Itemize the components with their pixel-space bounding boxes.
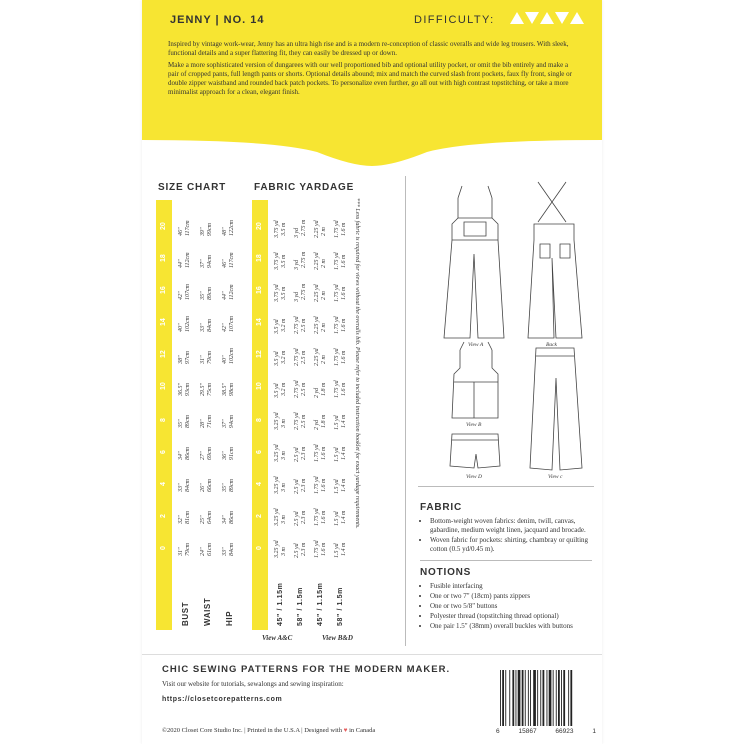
- yardage-note: [350, 198, 364, 558]
- size-cell: 46": [178, 227, 184, 236]
- size-label: 20: [256, 222, 263, 230]
- yardage-cell: 3.5 yd: [274, 319, 280, 334]
- yardage-cell: 1.6 m: [341, 222, 347, 236]
- size-cell: 102cm: [185, 316, 191, 332]
- yardage-cell: 3 m: [281, 483, 287, 492]
- barcode-bar: [505, 670, 506, 726]
- size-cell: 89cm: [207, 287, 213, 300]
- yardage-cell: 3.5 yd: [274, 383, 280, 398]
- size-cell: 26": [200, 483, 206, 492]
- size-cell: 44": [222, 291, 228, 300]
- size-header-band: [156, 200, 172, 630]
- barcode-bar: [540, 670, 541, 726]
- size-cell: 25": [200, 515, 206, 524]
- size-cell: 66cm: [207, 479, 213, 492]
- size-cell: 99cm: [207, 223, 213, 236]
- size-cell: 86cm: [229, 511, 235, 524]
- size-cell: 94cm: [207, 255, 213, 268]
- yardage-cell: 3.25 yd: [274, 508, 280, 526]
- yardage-cell: 2.3 m: [301, 510, 307, 524]
- yardage-cell: 2.25 yd: [314, 284, 320, 302]
- yardage-cell: 1.5 yd: [334, 543, 340, 558]
- size-label: 16: [160, 286, 167, 294]
- view-d-drawing: [450, 434, 500, 468]
- size-cell: 98cm: [229, 383, 235, 396]
- yardage-cell: 2.3 m: [301, 478, 307, 492]
- size-cell: 112cm: [229, 284, 235, 300]
- size-label: 18: [160, 254, 167, 262]
- yardage-cell: 3.5 yd: [274, 351, 280, 366]
- size-cell: 107cm: [185, 284, 191, 300]
- yardage-cell: 1.75 yd: [314, 444, 320, 462]
- size-label: 14: [256, 318, 263, 326]
- yardage-cell: 3.75 yd: [274, 220, 280, 238]
- yardage-cell: 1.6 m: [341, 286, 347, 300]
- barcode-bar: [502, 670, 504, 726]
- barcode-digit-group: 15867: [518, 728, 537, 735]
- yardage-cell: 3 yd: [294, 227, 300, 238]
- size-label: 10: [256, 382, 263, 390]
- barcode-digit-group: 66923: [555, 728, 574, 735]
- size-cell: 84cm: [229, 543, 235, 556]
- size-header-band: [252, 200, 268, 630]
- fabric-item: • Woven fabric for pockets: shirting, chambray or quilting cotton (0.5 yd/0.45 m).: [430, 536, 590, 554]
- size-cell: 35": [200, 291, 206, 300]
- yardage-cell: 2.25 yd: [314, 348, 320, 366]
- heart-icon: ♥: [343, 727, 348, 734]
- view-c-label: View c: [548, 474, 563, 480]
- column-divider: [405, 176, 406, 646]
- yardage-cell: 3.2 m: [281, 382, 287, 396]
- notions-title: NOTIONS: [420, 567, 472, 578]
- size-cell: 91cm: [229, 447, 235, 460]
- size-cell: 36.5": [178, 382, 184, 396]
- size-cell: 117cm: [229, 252, 235, 268]
- yardage-cell: 1.75 yd: [314, 508, 320, 526]
- yardage-cell: 1.6 m: [321, 446, 327, 460]
- website-link[interactable]: https://closetcorepatterns.com: [162, 696, 283, 703]
- yardage-cell: 1.5 yd: [334, 415, 340, 430]
- barcode-bar: [516, 670, 517, 726]
- yardage-cell: 1.75 yd: [314, 476, 320, 494]
- yardage-row-label: 45" / 1.15m: [317, 582, 324, 626]
- difficulty-triangle-icon: [540, 12, 554, 24]
- size-and-yardage-table: [156, 200, 356, 640]
- view-a-label: View A: [468, 342, 484, 348]
- size-cell: 40": [222, 355, 228, 364]
- yardage-cell: 2.5 yd: [294, 479, 300, 494]
- yardage-cell: 2.3 m: [301, 446, 307, 460]
- size-cell: 27": [200, 451, 206, 460]
- yardage-cell: 1.4 m: [341, 446, 347, 460]
- size-label: 2: [256, 514, 263, 518]
- barcode-bar: [543, 670, 545, 726]
- size-row-label: HIP: [225, 610, 234, 626]
- yardage-cell: 1.75 yd: [334, 348, 340, 366]
- size-cell: 86cm: [185, 447, 191, 460]
- size-label: 12: [256, 350, 263, 358]
- pattern-description: [168, 40, 576, 100]
- yardage-cell: 1.4 m: [341, 510, 347, 524]
- yardage-cell: 1.6 m: [321, 510, 327, 524]
- yardage-cell: 2 m: [321, 291, 327, 300]
- view-b-drawing: [452, 342, 498, 418]
- size-cell: 29.5": [200, 382, 206, 396]
- yardage-cell: 3.25 yd: [274, 540, 280, 558]
- yardage-cell: 1.75 yd: [334, 380, 340, 398]
- size-cell: 64cm: [207, 511, 213, 524]
- size-cell: 33": [200, 323, 206, 332]
- size-row-label: WAIST: [203, 597, 212, 626]
- barcode: [498, 670, 592, 730]
- notions-item: • One or two 5/8" buttons: [430, 602, 590, 611]
- size-cell: 69cm: [207, 447, 213, 460]
- size-cell: 33": [178, 483, 184, 492]
- yardage-cell: 2 m: [321, 227, 327, 236]
- footer-tagline: CHIC SEWING PATTERNS FOR THE MODERN MAKER.: [162, 664, 451, 675]
- notions-list: [420, 582, 590, 631]
- yardage-cell: 2.5 yd: [294, 511, 300, 526]
- yardage-cell: 2.75 yd: [294, 412, 300, 430]
- yardage-cell: 2.3 m: [301, 542, 307, 556]
- size-cell: 79cm: [185, 543, 191, 556]
- fabric-list: [420, 517, 590, 554]
- size-cell: 35": [178, 419, 184, 428]
- barcode-digit-group: 6: [496, 728, 500, 735]
- size-label: 12: [160, 350, 167, 358]
- yardage-cell: 1.6 m: [341, 382, 347, 396]
- yardage-cell: 3.2 m: [281, 318, 287, 332]
- size-cell: 42": [222, 323, 228, 332]
- view-a-drawing: [444, 186, 504, 338]
- yardage-cell: 2.5 yd: [294, 543, 300, 558]
- size-cell: 42": [178, 291, 184, 300]
- copyright-line: [162, 727, 375, 734]
- size-cell: 117cm: [185, 220, 191, 236]
- barcode-bar: [553, 670, 554, 726]
- yardage-cell: 2 yd: [314, 387, 320, 398]
- yardage-cell: 1.4 m: [341, 478, 347, 492]
- size-label: 4: [160, 482, 167, 486]
- size-label: 10: [160, 382, 167, 390]
- yardage-cell: 1.8 m: [321, 382, 327, 396]
- yardage-cell: 3 yd: [294, 259, 300, 270]
- yardage-cell: 3 yd: [294, 291, 300, 302]
- size-label: 6: [256, 450, 263, 454]
- description-paragraph: Make a more sophisticated version of dungarees with our well proportioned bib and optional utility pocket, or omit the bib entirely and make a pair of cropped pants, full length pants or shorts. Optional details abound; mix and match the curved slash front pockets, faux fly front, single or double zipper waistband and rounded back patch pockets. To personalize even further, go all out with high contrast topstitching, or take a more minimalist approach for a clean, elegant finish.: [168, 60, 572, 97]
- yardage-row-label: 58" / 1.5m: [297, 587, 304, 626]
- size-cell: 31": [178, 547, 184, 556]
- yardage-cell: 1.5 yd: [334, 479, 340, 494]
- yardage-cell: 1.6 m: [341, 318, 347, 332]
- size-cell: 31": [200, 355, 206, 364]
- yardage-cell: 3.5 m: [281, 222, 287, 236]
- yardage-cell: 2.25 yd: [314, 252, 320, 270]
- yardage-cell: 2 yd: [314, 419, 320, 430]
- size-cell: 75cm: [207, 383, 213, 396]
- yardage-cell: 1.75 yd: [334, 284, 340, 302]
- yardage-cell: 1.75 yd: [334, 220, 340, 238]
- size-cell: 35": [222, 483, 228, 492]
- view-d-label: View D: [466, 474, 482, 480]
- barcode-bar: [522, 670, 524, 726]
- difficulty-triangle-icon: [525, 12, 539, 24]
- yardage-cell: 1.5 yd: [334, 511, 340, 526]
- yardage-cell: 2 m: [321, 259, 327, 268]
- yardage-cell: 1.4 m: [341, 542, 347, 556]
- notions-item: • Fusible interfacing: [430, 582, 590, 591]
- size-cell: 44": [178, 259, 184, 268]
- size-cell: 48": [222, 227, 228, 236]
- barcode-bar: [528, 670, 529, 726]
- size-cell: 38.5": [222, 382, 228, 396]
- size-cell: 102cm: [229, 348, 235, 364]
- yardage-cell: 3 m: [281, 515, 287, 524]
- yardage-cell: 1.6 m: [341, 350, 347, 364]
- view-b-label: View B: [466, 422, 482, 428]
- technical-drawings: [418, 178, 593, 480]
- view-ac-label: View A&C: [262, 634, 293, 642]
- barcode-bar: [512, 670, 514, 726]
- fabric-section: [420, 502, 590, 632]
- yardage-cell: 3.25 yd: [274, 476, 280, 494]
- size-row-label: BUST: [181, 601, 190, 626]
- size-label: 6: [160, 450, 167, 454]
- size-cell: 39": [200, 227, 206, 236]
- yardage-cell: 2.5 m: [301, 318, 307, 332]
- yardage-row-label: 45" / 1.15m: [277, 582, 284, 626]
- size-cell: 122cm: [229, 220, 235, 236]
- size-cell: 46": [222, 259, 228, 268]
- size-cell: 97cm: [185, 351, 191, 364]
- size-cell: 40": [178, 323, 184, 332]
- view-c-drawing: [530, 348, 582, 470]
- yardage-cell: 3.25 yd: [274, 444, 280, 462]
- size-label: 18: [256, 254, 263, 262]
- yardage-cell: 1.6 m: [321, 542, 327, 556]
- yardage-cell: 3 m: [281, 451, 287, 460]
- fabric-title: FABRIC: [420, 502, 463, 513]
- yardage-row-label: 58" / 1.5m: [337, 587, 344, 626]
- difficulty-rating: [510, 12, 584, 24]
- barcode-digits: [496, 728, 596, 735]
- barcode-bar: [561, 670, 562, 726]
- barcode-bar: [509, 670, 510, 726]
- size-cell: 84cm: [207, 319, 213, 332]
- notions-item: • One or two 7" (18cm) pants zippers: [430, 592, 590, 601]
- size-cell: 38": [178, 355, 184, 364]
- yardage-cell: 2.75 m: [301, 283, 307, 300]
- size-cell: 32": [178, 515, 184, 524]
- size-cell: 61cm: [207, 543, 213, 556]
- yardage-cell: 3 m: [281, 419, 287, 428]
- barcode-bar: [525, 670, 526, 726]
- yardage-cell: 1.5 yd: [334, 447, 340, 462]
- size-label: 4: [256, 482, 263, 486]
- barcode-bar: [537, 670, 538, 726]
- yardage-cell: 1.6 m: [341, 254, 347, 268]
- size-cell: 112cm: [185, 252, 191, 268]
- size-label: 14: [160, 318, 167, 326]
- pattern-envelope-back: [142, 0, 602, 744]
- size-label: 20: [160, 222, 167, 230]
- yardage-cell: 2.5 m: [301, 382, 307, 396]
- size-cell: 84cm: [185, 479, 191, 492]
- yardage-cell: 2.75 m: [301, 251, 307, 268]
- yardage-cell: 1.75 yd: [314, 540, 320, 558]
- yardage-cell: 2.25 yd: [314, 220, 320, 238]
- yardage-cell: 3 m: [281, 547, 287, 556]
- size-label: 8: [160, 418, 167, 422]
- size-label: 16: [256, 286, 263, 294]
- size-cell: 34": [178, 451, 184, 460]
- size-cell: 28": [200, 419, 206, 428]
- yardage-cell: 2.75 yd: [294, 380, 300, 398]
- yardage-cell: 2.75 m: [301, 219, 307, 236]
- footer-visit-text: Visit our website for tutorials, sewalongs and sewing inspiration:: [162, 680, 344, 688]
- size-cell: 81cm: [185, 511, 191, 524]
- size-chart-title: SIZE CHART: [158, 182, 226, 193]
- description-paragraph: Inspired by vintage work-wear, Jenny has an ultra high rise and is a modern re-conception of classic overalls and wide leg trousers. With sleek, functional details and a super flattering fit, they can easily be dressed up or down.: [168, 40, 569, 58]
- barcode-digit-group: 1: [592, 728, 596, 735]
- header-wave-mask: [142, 140, 602, 170]
- size-cell: 34": [222, 515, 228, 524]
- size-cell: 89cm: [185, 415, 191, 428]
- size-cell: 71cm: [207, 415, 213, 428]
- barcode-bar: [533, 670, 536, 726]
- yardage-cell: 3.5 m: [281, 286, 287, 300]
- size-label: 8: [256, 418, 263, 422]
- size-cell: 94cm: [229, 415, 235, 428]
- back-drawing: [528, 182, 582, 338]
- yardage-cell: 1.6 m: [321, 478, 327, 492]
- yardage-cell: 2.5 m: [301, 350, 307, 364]
- barcode-bar: [530, 670, 531, 726]
- notions-item: • Polyester thread (topstitching thread optional): [430, 612, 590, 621]
- yardage-cell: 2.5 yd: [294, 447, 300, 462]
- size-cell: 79cm: [207, 351, 213, 364]
- yardage-cell: 2.25 yd: [314, 316, 320, 334]
- rotated-table: [156, 200, 356, 630]
- yardage-cell: 1.75 yd: [334, 316, 340, 334]
- barcode-bar: [556, 670, 557, 726]
- yardage-cell: 3.75 yd: [274, 284, 280, 302]
- barcode-bar: [563, 670, 565, 726]
- yardage-cell: 3.2 m: [281, 350, 287, 364]
- section-divider: [418, 486, 594, 487]
- fabric-item: • Bottom-weight woven fabrics: denim, twill, canvas, gabardine, medium weight linen, jacquard and brocade.: [430, 517, 590, 535]
- barcode-bar: [518, 670, 521, 726]
- size-label: 0: [256, 546, 263, 550]
- yardage-cell: 3.25 yd: [274, 412, 280, 430]
- yardage-cell: 2.75 yd: [294, 348, 300, 366]
- size-cell: 33": [222, 547, 228, 556]
- back-label: Back: [546, 342, 557, 348]
- barcode-bar: [568, 670, 569, 726]
- size-cell: 93cm: [185, 383, 191, 396]
- barcode-bar: [500, 670, 501, 726]
- size-cell: 36": [222, 451, 228, 460]
- yardage-note-text: *** Less fabric is required for views without the overalls bib. Please refer to included instruction booklet for exact yardage requirements.: [354, 198, 360, 529]
- view-bd-label: View B&D: [322, 634, 353, 642]
- barcode-bar: [549, 670, 552, 726]
- yardage-cell: 3.75 yd: [274, 252, 280, 270]
- barcode-bar: [547, 670, 548, 726]
- size-label: 2: [160, 514, 167, 518]
- copyright-text: ©2020 Closet Core Studio Inc. | Printed in the U.S.A | Designed with: [162, 727, 342, 734]
- notions-item: • One pair 1.5" (38mm) overall buckles with buttons: [430, 622, 590, 631]
- yardage-cell: 1.8 m: [321, 414, 327, 428]
- difficulty-triangle-icon: [570, 12, 584, 24]
- section-divider: [420, 560, 592, 561]
- pattern-title: JENNY | NO. 14: [170, 14, 265, 26]
- size-cell: 37": [200, 259, 206, 268]
- size-label: 0: [160, 546, 167, 550]
- barcode-bar: [558, 670, 560, 726]
- size-cell: 89cm: [229, 479, 235, 492]
- yardage-cell: 2.75 yd: [294, 316, 300, 334]
- yardage-cell: 3.5 m: [281, 254, 287, 268]
- size-cell: 37": [222, 419, 228, 428]
- yardage-cell: 2 m: [321, 323, 327, 332]
- yardage-cell: 1.75 yd: [334, 252, 340, 270]
- yardage-cell: 2 m: [321, 355, 327, 364]
- size-cell: 24": [200, 547, 206, 556]
- yardage-cell: 2.5 m: [301, 414, 307, 428]
- difficulty-triangle-icon: [555, 12, 569, 24]
- difficulty-label: DIFFICULTY:: [414, 14, 495, 26]
- footer-divider: [142, 654, 602, 655]
- fabric-yardage-title: FABRIC YARDAGE: [254, 182, 355, 193]
- size-cell: 107cm: [229, 316, 235, 332]
- copyright-text-end: in Canada: [349, 727, 376, 734]
- difficulty-triangle-icon: [510, 12, 524, 24]
- barcode-bar: [570, 670, 572, 726]
- yardage-cell: 1.4 m: [341, 414, 347, 428]
